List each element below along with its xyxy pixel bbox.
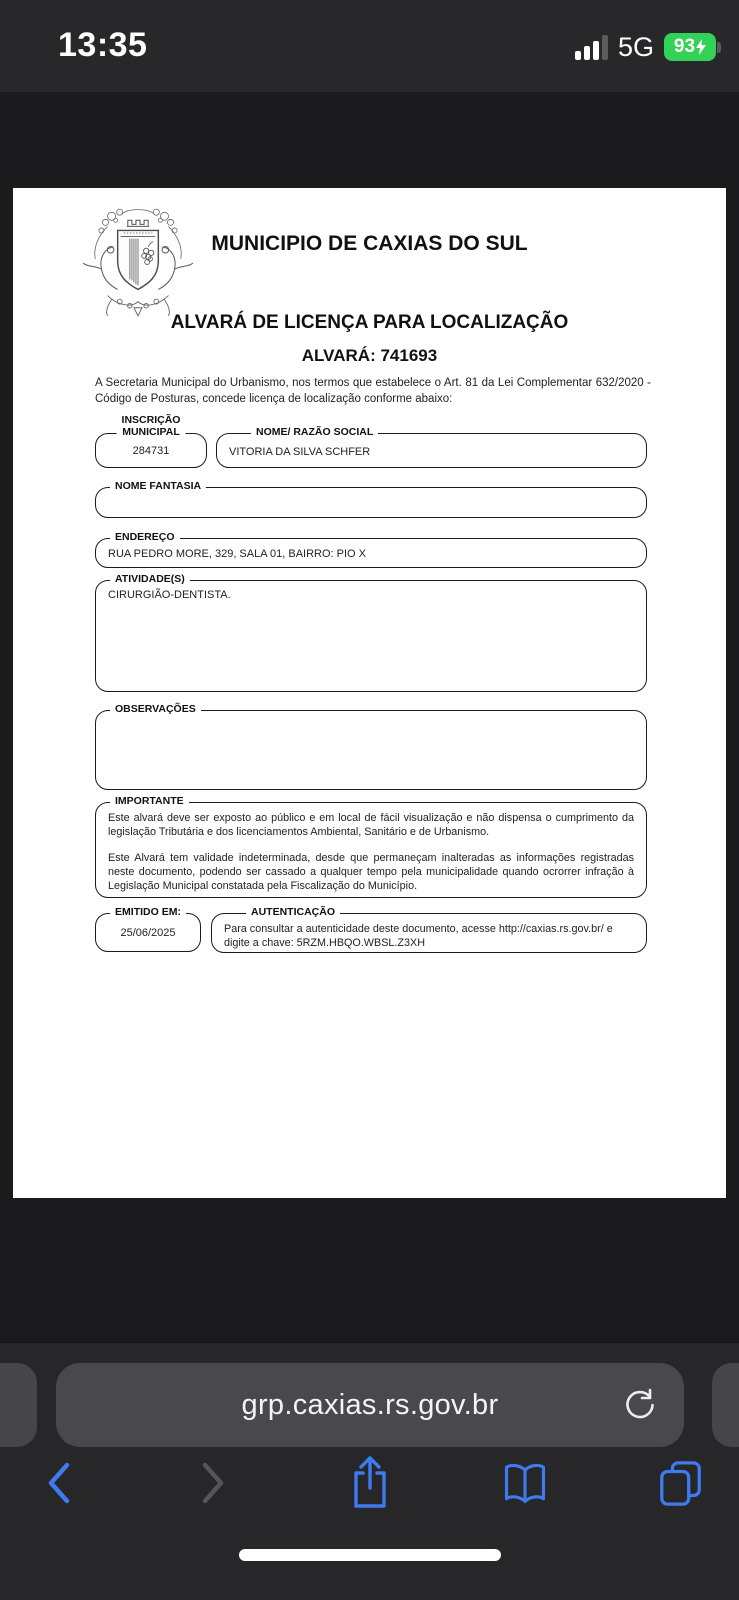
field-autenticacao bbox=[211, 906, 647, 953]
status-right-cluster bbox=[575, 30, 721, 64]
importante-paragraph-2: Este Alvará tem validade indeterminada, desde que permaneçam inalteradas as informações registradas neste documento, podendo ser cassado a qualquer tempo pela municipalidade quando ocrorrer infração à Legislação Municipal constatada pela Fiscalização do Município. bbox=[108, 851, 634, 892]
inscricao-municipal-value: 284731 bbox=[132, 445, 170, 457]
status-time: 13:35 bbox=[58, 26, 148, 64]
bookmarks-button[interactable] bbox=[501, 1455, 549, 1511]
home-indicator[interactable] bbox=[239, 1549, 501, 1561]
field-nome-fantasia bbox=[95, 480, 647, 518]
forward-button[interactable] bbox=[190, 1455, 238, 1511]
atividades-value: CIRURGIÃO-DENTISTA. bbox=[108, 589, 231, 601]
field-label: ATIVIDADE(S) bbox=[110, 573, 190, 585]
signal-strength-icon bbox=[575, 34, 608, 60]
field-label: AUTENTICAÇÃO bbox=[246, 906, 340, 918]
field-label: ENDEREÇO bbox=[110, 531, 180, 543]
importante-text bbox=[96, 803, 646, 893]
share-icon bbox=[348, 1454, 392, 1512]
field-label: EMITIDO EM: bbox=[110, 906, 186, 918]
browser-bottom-chrome bbox=[0, 1342, 739, 1600]
field-atividades bbox=[95, 573, 647, 692]
field-razao-social bbox=[216, 426, 647, 468]
caxias-coat-of-arms bbox=[77, 202, 199, 324]
tabs-icon bbox=[657, 1456, 705, 1510]
reload-icon[interactable] bbox=[622, 1387, 658, 1423]
network-type-label: 5G bbox=[617, 31, 654, 62]
share-button[interactable] bbox=[346, 1455, 394, 1511]
alvara-number: ALVARÁ: 741693 bbox=[301, 346, 438, 365]
emitido-em-value: 25/06/2025 bbox=[120, 927, 176, 939]
municipality-name: MUNICIPIO DE CAXIAS DO SUL bbox=[211, 232, 528, 255]
next-tab-stub[interactable] bbox=[712, 1363, 739, 1447]
url-text: grp.caxias.rs.gov.br bbox=[241, 1388, 499, 1421]
chevron-right-icon bbox=[199, 1459, 229, 1507]
field-endereco bbox=[95, 531, 647, 568]
field-label: IMPORTANTE bbox=[110, 795, 189, 807]
status-bar bbox=[0, 0, 739, 92]
previous-tab-stub[interactable] bbox=[0, 1363, 37, 1447]
pdf-document-page bbox=[13, 188, 726, 1198]
intro-paragraph: A Secretaria Municipal do Urbanismo, nos termos que estabelece o Art. 81 da Lei Complementar 632/2020 - Código de Posturas, concede licença de localização conforme abaixo: bbox=[95, 377, 651, 405]
endereco-value: RUA PEDRO MORE, 329, SALA 01, BAIRRO: PIO X bbox=[108, 548, 366, 560]
autenticacao-value: Para consultar a autenticidade deste documento, acesse http://caxias.rs.gov.br/ e digite a chave: 5RZM.HBQO.WBSL.Z3XH bbox=[224, 923, 613, 950]
back-button[interactable] bbox=[34, 1455, 82, 1511]
field-label: NOME/ RAZÃO SOCIAL bbox=[251, 426, 378, 438]
razao-social-value: VITORIA DA SILVA SCHFER bbox=[229, 446, 371, 458]
battery-icon bbox=[664, 33, 721, 61]
browser-toolbar bbox=[0, 1451, 739, 1515]
importante-paragraph-1: Este alvará deve ser exposto ao público e em local de fácil visualização e não dispensa o cumprimento da legislação Tributária e dos licenciamentos Ambiental, Sanitário e de Urbanismo. bbox=[108, 812, 634, 839]
field-emitido-em bbox=[95, 906, 201, 952]
field-inscricao-municipal bbox=[95, 414, 207, 468]
field-label: INSCRIÇÃO MUNICIPAL bbox=[117, 415, 186, 438]
charging-bolt-icon bbox=[696, 39, 706, 55]
battery-percent: 93 bbox=[673, 36, 696, 57]
field-label: NOME FANTASIA bbox=[110, 480, 206, 492]
tabs-button[interactable] bbox=[657, 1455, 705, 1511]
field-importante bbox=[95, 795, 647, 898]
chevron-left-icon bbox=[43, 1459, 73, 1507]
book-icon bbox=[501, 1457, 549, 1509]
field-observacoes bbox=[95, 703, 647, 790]
address-bar[interactable] bbox=[56, 1363, 684, 1447]
document-title: ALVARÁ DE LICENÇA PARA LOCALIZAÇÃO bbox=[170, 312, 569, 333]
field-label: OBSERVAÇÕES bbox=[110, 703, 201, 715]
